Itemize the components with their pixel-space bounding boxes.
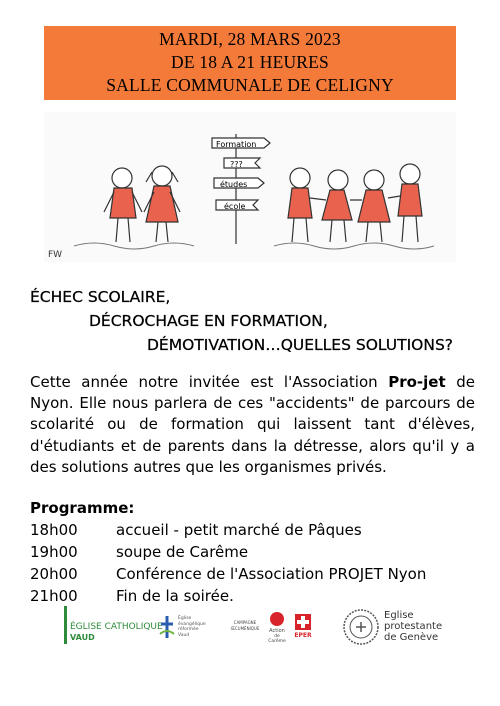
sign-question: ???	[230, 160, 243, 169]
illustration-signature: FW	[48, 250, 63, 260]
eerv-symbol-icon	[158, 614, 176, 640]
event-banner	[44, 26, 456, 100]
sign-formation: Formation	[216, 140, 257, 149]
event-venue: SALLE COMMUNALE DE CELIGNY	[106, 75, 394, 95]
programme-item: 19h00 soupe de Carême	[30, 543, 249, 561]
programme-title: Programme:	[30, 499, 135, 517]
association-name: Pro-jet	[388, 373, 446, 391]
eglise-catholique-logo: ÉGLISE CATHOLIQUE VAUD	[64, 606, 134, 650]
sign-ecole: école	[224, 202, 246, 211]
geneve-seal-icon	[342, 608, 380, 646]
heading-line-2: DÉCROCHAGE EN FORMATION,	[89, 312, 328, 330]
eerv-logo: Église évangélique réformée Vaud	[158, 614, 218, 650]
campagne-oecumenique-logo: CAMPAGNE ŒCUMÉNIQUE	[230, 620, 260, 631]
programme-item: 20h00 Conférence de l'Association PROJET Nyon	[30, 565, 427, 583]
programme-item: 18h00 accueil - petit marché de Pâques	[30, 521, 362, 539]
programme-item: 21h00 Fin de la soirée.	[30, 587, 234, 605]
event-time: DE 18 A 21 HEURES	[171, 52, 329, 72]
action-de-careme-logo: Action de Carême	[265, 612, 289, 652]
intro-paragraph: Cette année notre invitée est l'Association Pro-jet de Nyon. Elle nous parlera de ces "accidents" de parcours de scolarité ou de formation qui laissent tant d'élèves, d'étudiants et de parents dans la détresse, alors qu'il y a des solutions autres que les organismes privés.	[30, 373, 475, 476]
eper-logo: EPER	[291, 614, 315, 650]
heading-line-1: ÉCHEC SCOLAIRE,	[30, 288, 171, 306]
event-date: MARDI, 28 MARS 2023	[159, 29, 341, 49]
partner-logos	[0, 600, 500, 660]
children-signpost-illustration	[44, 112, 456, 262]
heading-line-3: DÉMOTIVATION…QUELLES SOLUTIONS?	[147, 336, 454, 354]
eglise-protestante-geneve-logo: Eglise protestante de Genève	[342, 608, 462, 652]
sign-etudes: études	[220, 180, 248, 189]
